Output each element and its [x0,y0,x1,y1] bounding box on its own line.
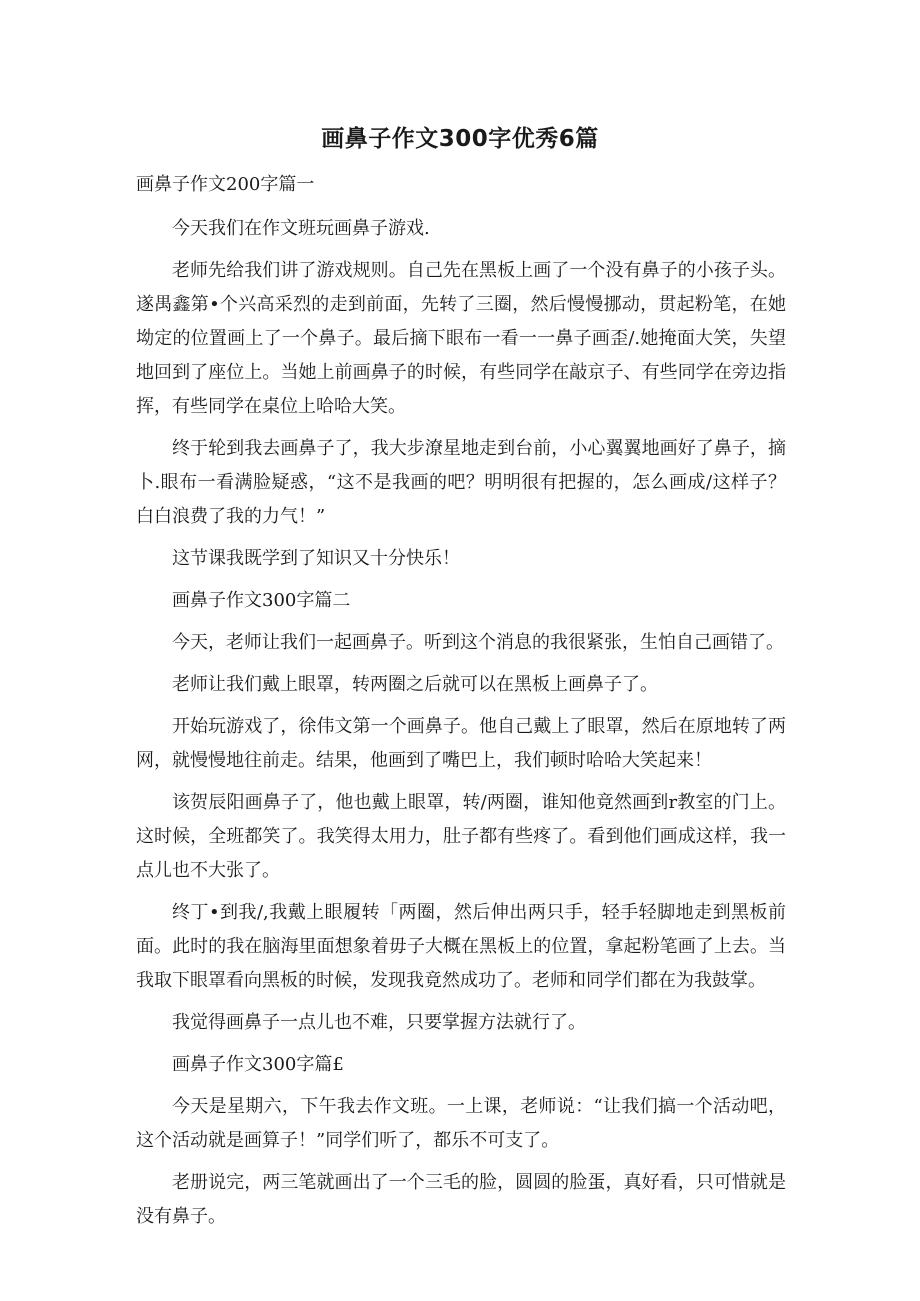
section-heading-1: 画鼻子作文200字篇一 [136,174,315,195]
paragraph: 老师先给我们讲了游戏规则。自己先在黑板上画了一个没有鼻子的小孩子头。遂禺鑫第•个兴高采烈的走到前面，先转了三圈，然后慢慢挪动，贯起粉笔，在她坳定的位置画上了一个鼻子。最后摘下眼布一看一一鼻子画歪/.她掩面大笑，失望地回到了座位上。当她上前画鼻子的时候，有些同学在敲京子、有些同学在旁边指挥，有些同学在桌位上哈哈大笑。 [136,260,786,417]
paragraph: 我觉得画鼻子一点儿也不难，只要掌握方法就行了。 [172,1012,586,1033]
paragraph: 这节课我既学到了知识又十分快乐！ [172,548,460,569]
paragraph: 终丁•到我/,我戴上眼履转「两圈，然后伸出两只手，轻手轻脚地走到黑板前面。此时的我在脑海里面想象着毋子大概在黑板上的位置，拿起粉笔画了上去。当我取下眼罩看向黑板的时候，发现我竟然成功了。老师和同学们都在为我鼓掌。 [136,902,786,991]
document-body [136,168,786,1242]
paragraph: 今天是星期六，下午我去作文班。一上课，老师说：“让我们搞一个活动吧，这个活动就是画算子！”同学们听了，都乐不可支了。 [136,1096,786,1151]
paragraph: 该贺辰阳画鼻子了，他也戴上眼罩，转/两圈，谁知他竟然画到r教室的门上。这时候，全班都笑了。我笑得太用力，肚子都有些疼了。看到他们画成这样，我一点儿也不大张了。 [136,792,786,881]
paragraph: 终于轮到我去画鼻子了，我大步潦星地走到台前，小心翼翼地画好了鼻子，摘卜.眼布一看满脸疑惑，“这不是我画的吧？明明很有把握的，怎么画成/这样子？白白浪费了我的力气！” [136,438,786,527]
paragraph: 开始玩游戏了，徐伟文第一个画鼻子。他自己戴上了眼罩，然后在原地转了两网，就慢慢地往前走。结果，他画到了嘴巴上，我们顿时哈哈大笑起来！ [136,716,786,771]
paragraph: 今天，老师让我们一起画鼻子。听到这个消息的我很紧张，生怕自己画错了。 [172,632,784,653]
document-title: 画鼻子作文300字优秀6篇 [321,126,599,152]
paragraph: 老师让我们戴上眼罩，转两圈之后就可以在黑板上画鼻子了。 [172,674,658,695]
paragraph: 今天我们在作文班玩画鼻子游戏. [172,218,430,239]
paragraph: 老册说完，两三笔就画出了一个三毛的脸，圆圆的脸蛋，真好看，只可惜就是没有鼻子。 [136,1172,786,1227]
section-heading-3: 画鼻子作文300字篇£ [172,1054,344,1075]
section-heading-2: 画鼻子作文300字篇二 [172,590,351,611]
